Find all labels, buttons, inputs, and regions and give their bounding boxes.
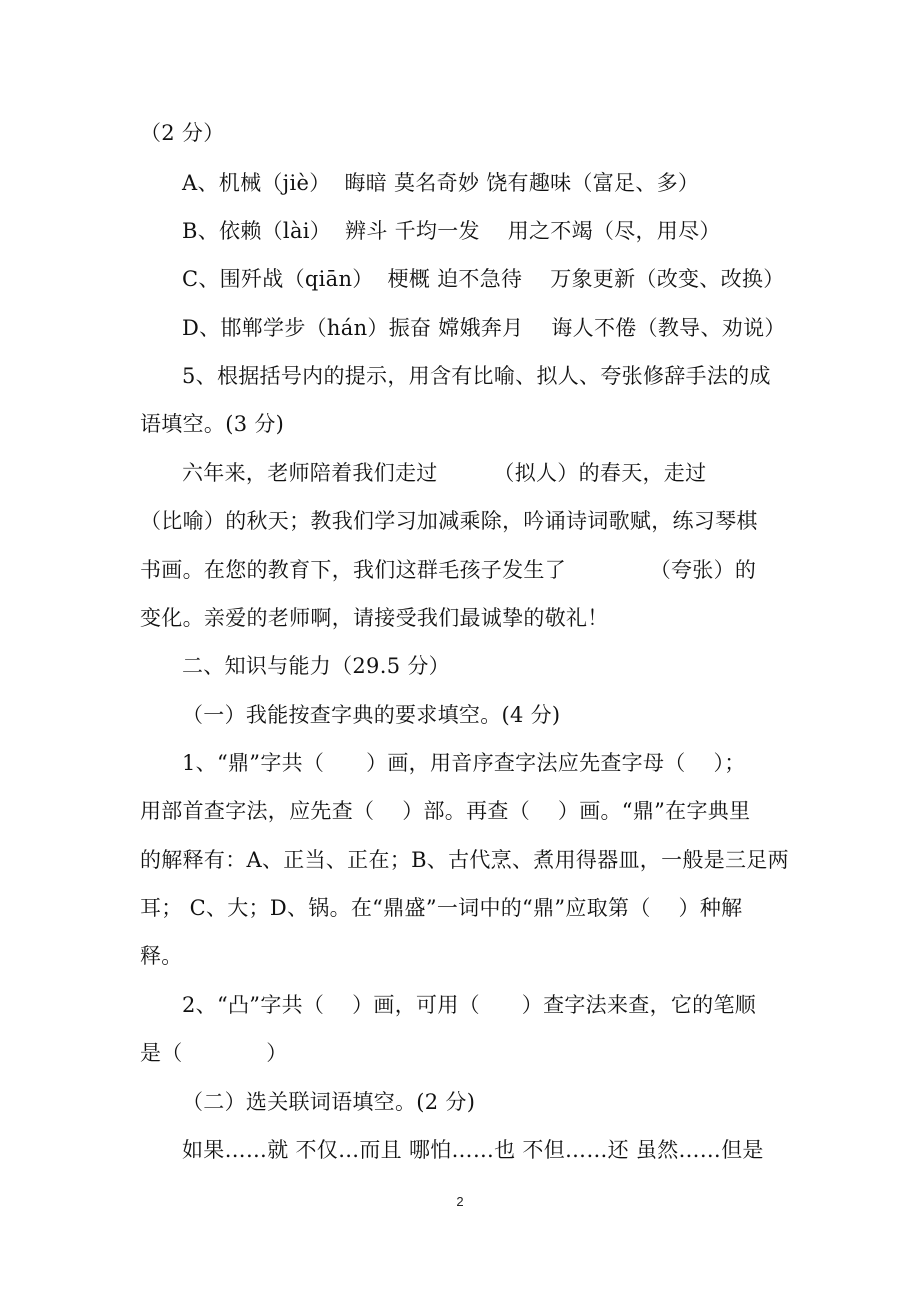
question-2-cont: 是（ ） (140, 1041, 288, 1065)
subsection-heading: （一）我能按查字典的要求填空。(4 分) (182, 703, 561, 727)
option-a: A、机械（jiè） 晦暗 莫名奇妙 饶有趣味（富足、多） (182, 171, 700, 195)
question-1: 1、“鼎”字共（ ）画，用音序查字法应先查字母（ ）； (182, 751, 746, 775)
option-d: D、邯郸学步（hán）振奋 嫦娥奔月 诲人不倦（教导、劝说） (182, 316, 786, 340)
paragraph-line: 六年来，老师陪着我们走过 （拟人）的春天，走过 (182, 461, 707, 485)
question-1-cont: 的解释有：A、正当、正在；B、古代烹、煮用得器皿，一般是三足两 (140, 848, 789, 872)
question-1-cont: 释。 (140, 944, 183, 968)
question-1-cont: 用部首查字法，应先查（ ）部。再查（ ）画。“鼎”在字典里 (140, 799, 751, 823)
page-number: 2 (456, 1194, 464, 1209)
option-b: B、依赖（lài） 辨斗 千均一发 用之不竭（尽，用尽） (182, 219, 721, 243)
paragraph-line: 书画。在您的教育下，我们这群毛孩子发生了 （夸张）的 (140, 558, 757, 582)
subsection-heading: （二）选关联词语填空。(2 分) (182, 1090, 476, 1114)
score-note: （2 分） (140, 121, 225, 145)
question-2: 2、“凸”字共（ ）画，可用（ ）查字法来查，它的笔顺 (182, 993, 757, 1017)
question-5-cont: 语填空。(3 分) (140, 412, 285, 436)
conjunction-options: 如果……就 不仅…而且 哪怕……也 不但……还 虽然……但是 (182, 1138, 764, 1162)
section-heading: 二、知识与能力（29.5 分） (182, 654, 450, 678)
option-c: C、围歼战（qiān） 梗概 迫不急待 万象更新（改变、改换） (182, 267, 785, 291)
question-1-cont: 耳； C、大；D、锅。在“鼎盛”一词中的“鼎”应取第（ ）种解 (140, 896, 743, 920)
paragraph-line: 变化。亲爱的老师啊，请接受我们最诚挚的敬礼！ (140, 606, 609, 630)
question-5: 5、根据括号内的提示，用含有比喻、拟人、夸张修辞手法的成 (182, 364, 771, 388)
paragraph-line: （比喻）的秋天；教我们学习加减乘除，吟诵诗词歌赋，练习琴棋 (140, 509, 758, 533)
